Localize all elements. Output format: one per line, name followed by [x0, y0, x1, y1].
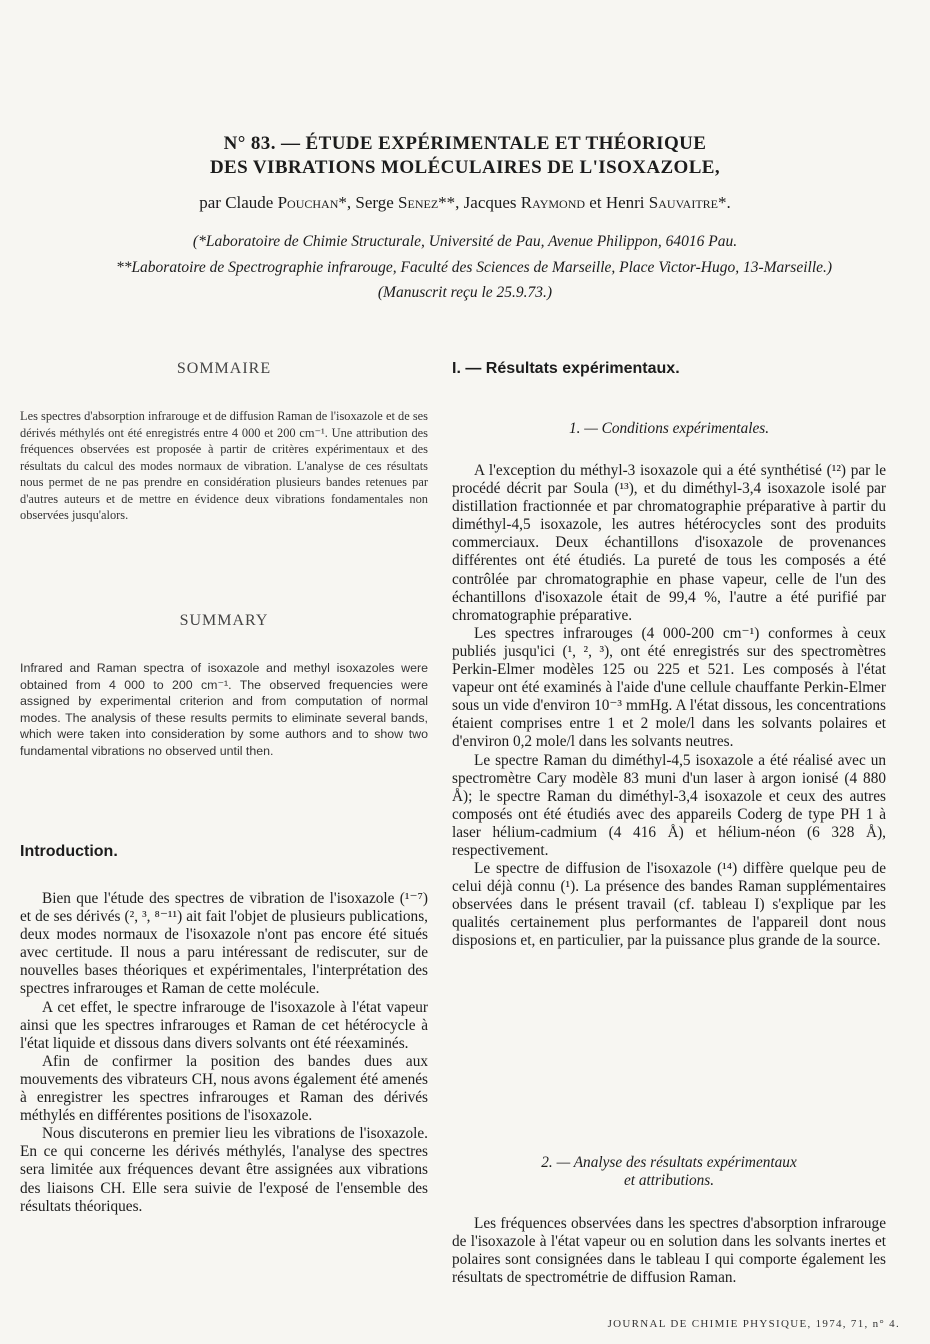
- article-title-line1: N° 83. — ÉTUDE EXPÉRIMENTALE ET THÉORIQUE: [223, 133, 707, 154]
- subsection-conditions: 1. — Conditions expérimentales.: [568, 420, 770, 437]
- intro-paragraph: A cet effet, le spectre infrarouge de l'isoxazole à l'état vapeur ainsi que les spectres infrarouges et Raman de cet hétérocycle à l'état liquide et dissous dans divers solvants ont été réexaminés.: [20, 998, 428, 1052]
- authors-line: [0, 193, 930, 213]
- summary-text: Infrared and Raman spectra of isoxazole and methyl isoxazoles were obtained from 4 000 to 200 cm⁻¹. The observed frequencies were assigned by experimental criterion and from computation of normal modes. The analysis of these results permits to eliminate several bands, which were taken into consideration by some authors and to show two fundamental vibrations no observed until then.: [20, 661, 428, 758]
- section-heading-results: I. — Résultats expérimentaux.: [452, 360, 680, 377]
- analysis-paragraph: Les fréquences observées dans les spectres d'absorption infrarouge de l'isoxazole à l'état vapeur ou en solution dans les solvants inertes et polaires sont consignées dans le tableau I qui comporte également les résultats de spectrométrie de diffusion Raman.: [452, 1215, 886, 1287]
- authors-prefix: par Claude: [199, 193, 278, 212]
- conditions-paragraph: Le spectre Raman du diméthyl-4,5 isoxazole a été réalisé avec un spectromètre Cary modèle 83 muni d'un laser à argon ionisé (4 880 Å); le spectre Raman du diméthyl-3,4 isoxazole et ceux des autres composés ont été étudiés avec des appareils Coderg de type PH 1 à laser hélium-cadmium (4 416 Å) et hélium-néon (6 328 Å), respectivement.: [452, 751, 886, 859]
- affiliation-marseille: **Laboratoire de Spectrographie infrarouge, Faculté des Sciences de Marseille, Place Victor-Hugo, 13-Marseille.): [115, 259, 833, 276]
- conditions-paragraph: A l'exception du méthyl-3 isoxazole qui a été synthétisé (¹²) par le procédé décrit par Soula (¹³), et du diméthyl-3,4 isoxazole isolé par distillation fractionnée et par chromatographie préparative à partir du diméthyl-4,5 isoxazole, les autres hétérocycles sont des produits commerciaux. Deux échantillons d'isoxazole de provenances différentes ont été étudiés. La pureté de tous les composés a été contrôlée par chromatographie en phase vapeur, celle de l'un des échantillons d'isoxazole était de 99,4 %, l'autre a été purifié par chromatographie préparative.: [452, 462, 886, 624]
- author-raymond: Raymond: [520, 193, 586, 212]
- intro-paragraph: Nous discuterons en premier lieu les vibrations de l'isoxazole. En ce qui concerne les dérivés méthylés, l'analyse des spectres sera limitée aux fréquences devant être assignées aux vibrations des liaisons CH. Elle sera suivie de l'exposé de l'ensemble des résultats théoriques.: [20, 1125, 428, 1215]
- conditions-body: [452, 462, 886, 951]
- sommaire-heading: SOMMAIRE: [176, 360, 272, 377]
- introduction-heading: Introduction.: [20, 843, 118, 860]
- subsection-analysis-line2: et attributions.: [623, 1172, 715, 1189]
- journal-footer: JOURNAL DE CHIMIE PHYSIQUE, 1974, 71, n° 4.: [607, 1318, 900, 1330]
- analysis-body: [452, 1215, 886, 1287]
- conditions-paragraph: Les spectres infrarouges (4 000-200 cm⁻¹) conformes à ceux publiés jusqu'ici (¹, ², ³), ont été enregistrés sur des spectromètres Perkin-Elmer modèles 125 ou 225 et 521. Les composés à l'état vapeur ont été examinés à l'aide d'une cellule chauffante Perkin-Elmer sous un vide d'environ 10⁻³ mmHg. A l'état dissous, les concentrations étaient comprises entre 1 et 2 mole/l dans les solvants polaires et d'environ 0,2 mole/l dans les solvants neutres.: [452, 624, 886, 751]
- introduction-body: [20, 890, 428, 1216]
- authors-sep3: et Henri: [585, 193, 649, 212]
- conditions-paragraph: Le spectre de diffusion de l'isoxazole (¹⁴) diffère quelque peu de celui déjà connu (¹). La présence des bandes Raman supplémentaires observées dans le présent travail (cf. tableau I) s'explique par les qualités certainement plus performantes de l'appareil dont nous disposions et, en particulier, par la puissance plus grande de la source.: [452, 860, 886, 950]
- intro-paragraph: Afin de confirmer la position des bandes dues aux mouvements des vibrateurs CH, nous avons également été amenés à enregistrer les spectres infrarouges et Raman des dérivés méthylés en différentes positions de l'isoxazole.: [20, 1052, 428, 1125]
- summary-heading: SUMMARY: [179, 612, 269, 629]
- intro-paragraph: Bien que l'étude des spectres de vibration de l'isoxazole (¹⁻⁷) et de ses dérivés (², ³, ⁸⁻¹¹) ait fait l'objet de plusieurs publications, deux modes normaux de l'isoxazole n'ont pas encore été situés avec certitude. Il nous a paru intéressant de rediscuter, sur de nouvelles bases théoriques et expérimentales, l'interprétation des spectres infrarouges et Raman de cette molécule.: [20, 890, 428, 998]
- subsection-analysis-line1: 2. — Analyse des résultats expérimentaux: [541, 1154, 797, 1171]
- sommaire-text: Les spectres d'absorption infrarouge et de diffusion Raman de l'isoxazole et de ses dérivés méthylés ont été enregistrés entre 4 000 et 200 cm⁻¹. Une attribution des fréquences observées est proposée à partir de critères expérimentaux et des résultats du calcul des modes normaux de vibration. L'analyse de ces résultats nous permet de ne pas prendre en considération plusieurs bandes retenues par d'autres auteurs et de mettre en évidence deux vibrations fondamentales non observées jusqu'alors.: [20, 409, 428, 522]
- author-pouchan: Pouchan*: [277, 193, 347, 212]
- subsection-analysis: [452, 1154, 886, 1190]
- manuscript-received: (Manuscrit reçu le 25.9.73.): [377, 284, 553, 301]
- authors-suffix: .: [726, 193, 731, 212]
- affiliation-pau: (*Laboratoire de Chimie Structurale, Université de Pau, Avenue Philippon, 64016 Pau.: [192, 233, 738, 250]
- author-sauvaitre: Sauvaitre*: [648, 193, 727, 212]
- authors-sep1: , Serge: [346, 193, 399, 212]
- author-senez: Senez**: [398, 193, 456, 212]
- authors-sep2: , Jacques: [455, 193, 521, 212]
- article-title-line2: DES VIBRATIONS MOLÉCULAIRES DE L'ISOXAZOLE,: [209, 157, 721, 178]
